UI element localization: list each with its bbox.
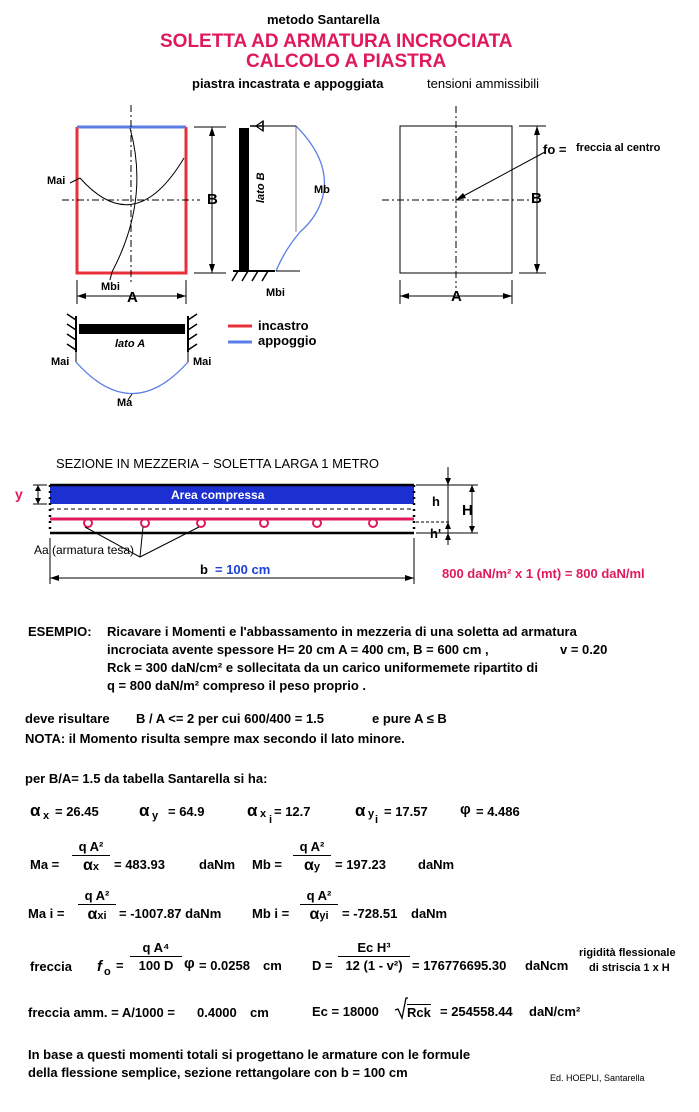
method-label: metodo Santarella bbox=[267, 12, 380, 27]
mb-label: Mb bbox=[314, 184, 330, 196]
mbi-formula-label: Mb i = bbox=[252, 906, 290, 921]
credit: Ed. HOEPLI, Santarella bbox=[550, 1073, 645, 1083]
alpha-symbol: α bbox=[83, 857, 93, 874]
d-formula-label: D = bbox=[312, 958, 333, 973]
phi-symbol: φ bbox=[460, 801, 471, 818]
alpha-yi-sub: y bbox=[368, 808, 375, 820]
alpha-xi-sub: x bbox=[260, 808, 267, 820]
fo-fraction bbox=[130, 940, 182, 973]
alpha-yi-symbol: α bbox=[355, 801, 366, 820]
alpha-x-sub: x bbox=[43, 810, 50, 822]
sub-i: i bbox=[325, 910, 329, 922]
mai-label: Mai bbox=[47, 175, 66, 187]
mbi-fraction bbox=[300, 888, 338, 924]
footer-line-1: In base a questi momenti totali si progettano le armature con le formule bbox=[28, 1047, 471, 1062]
fo-unit: cm bbox=[263, 958, 282, 973]
ma-label: Ma bbox=[117, 397, 133, 409]
deve-risultare: deve risultare bbox=[25, 711, 110, 726]
alpha-symbol: α bbox=[304, 857, 314, 874]
a-dimension-label: A bbox=[127, 289, 138, 306]
subtitle-plate: piastra incastrata e appoggiata bbox=[192, 76, 384, 91]
alpha-symbol: α bbox=[309, 906, 320, 923]
mb-numerator: q A² bbox=[293, 839, 331, 856]
beam-side-b bbox=[232, 121, 324, 281]
mbi-label: Mbi bbox=[101, 281, 120, 293]
plate-right bbox=[382, 106, 546, 304]
fo-symbol: f bbox=[97, 958, 102, 975]
ma-fraction bbox=[72, 839, 110, 875]
alpha-xi-value: = 12.7 bbox=[274, 804, 311, 819]
ma-denominator bbox=[72, 856, 110, 875]
page-title: SOLETTA AD ARMATURA INCROCIATA bbox=[160, 31, 513, 52]
mbi-denominator bbox=[300, 905, 338, 924]
b-value: = 100 cm bbox=[215, 562, 271, 577]
d-value: = 176776695.30 bbox=[412, 958, 507, 973]
freccia-ammissibile: freccia amm. = A/1000 = bbox=[28, 1005, 175, 1020]
fo-value: = 0.0258 bbox=[199, 958, 250, 973]
alpha-symbol: α bbox=[87, 906, 98, 923]
fo-label: fo = bbox=[543, 142, 567, 157]
rigidity-line-2: di striscia 1 x H bbox=[589, 962, 670, 974]
mbi-unit: daNm bbox=[411, 906, 448, 921]
ma-unit: daNm bbox=[199, 857, 236, 872]
sub-x: x bbox=[92, 861, 99, 873]
mb-formula-label: Mb = bbox=[252, 857, 282, 872]
y-label: y bbox=[15, 486, 23, 502]
mai-label-a-left: Mai bbox=[51, 356, 70, 368]
mai-label-a-right: Mai bbox=[193, 356, 212, 368]
example-line-1: Ricavare i Momenti e l'abbassamento in mezzeria di una soletta ad armatura bbox=[107, 624, 577, 639]
phi-value: = 4.486 bbox=[476, 804, 520, 819]
d-denominator: 12 (1 - v²) bbox=[345, 958, 403, 973]
ec-value: = 254558.44 bbox=[440, 1004, 513, 1019]
h-prime-label: h' bbox=[430, 526, 442, 541]
fo-phi: φ bbox=[184, 955, 195, 972]
lato-a-label: lato A bbox=[115, 338, 146, 350]
mbi-numerator: q A² bbox=[300, 888, 338, 905]
plate-left bbox=[62, 105, 226, 304]
rigidity-line-1: rigidità flessionale bbox=[579, 947, 676, 959]
ec-formula-label: Ec = 18000 bbox=[312, 1004, 379, 1019]
fo-denominator: 100 D bbox=[138, 958, 174, 973]
mai-value: = -1007.87 daNm bbox=[119, 906, 222, 921]
section-title: SEZIONE IN MEZZERIA − SOLETTA LARGA 1 METRO bbox=[56, 456, 380, 471]
legend-incastro: incastro bbox=[258, 318, 309, 333]
ec-unit: daN/cm² bbox=[529, 1004, 581, 1019]
freccia-ammissibile-unit: cm bbox=[250, 1005, 269, 1020]
sub-i: i bbox=[103, 910, 107, 922]
load-text: 800 daN/m² x 1 (mt) = 800 daN/ml bbox=[442, 566, 645, 581]
alpha-y-symbol: α bbox=[139, 801, 150, 820]
b-dimension-label: B bbox=[207, 191, 218, 208]
mb-unit: daNm bbox=[418, 857, 455, 872]
fo-subscript: o bbox=[104, 966, 111, 978]
d-unit: daNcm bbox=[525, 958, 569, 973]
alpha-xi-sub-i: i bbox=[269, 814, 273, 826]
mb-fraction bbox=[293, 839, 331, 875]
example-line-4: q = 800 daN/m² compreso il peso proprio . bbox=[107, 678, 366, 693]
h-label: h bbox=[432, 494, 440, 509]
mai-formula-label: Ma i = bbox=[28, 906, 65, 921]
aa-label: Aa (armatura tesa) bbox=[34, 543, 135, 557]
example-line-2: incrociata avente spessore H= 20 cm A = 400 cm, B = 600 cm , bbox=[107, 642, 489, 657]
a-dimension-label-right: A bbox=[451, 288, 462, 305]
ma-numerator: q A² bbox=[72, 839, 110, 856]
page-title-2: CALCOLO A PIASTRA bbox=[246, 51, 447, 72]
mb-value: = 197.23 bbox=[335, 857, 386, 872]
alpha-y-sub: y bbox=[152, 810, 159, 822]
fo-description: freccia al centro bbox=[576, 142, 661, 154]
tabella-line: per B/A= 1.5 da tabella Santarella si ha: bbox=[25, 771, 268, 786]
mai-fraction bbox=[78, 888, 116, 924]
sub-x: x bbox=[97, 910, 104, 922]
alpha-x-value: = 26.45 bbox=[55, 804, 99, 819]
footer-line-2: della flessione semplice, sezione rettangolare con b = 100 cm bbox=[28, 1065, 408, 1080]
subtitle-method: tensioni ammissibili bbox=[427, 76, 539, 91]
sub-y: y bbox=[319, 910, 326, 922]
d-fraction bbox=[338, 940, 410, 973]
alpha-y-value: = 64.9 bbox=[168, 804, 205, 819]
alpha-xi-symbol: α bbox=[247, 801, 258, 820]
mb-denominator bbox=[293, 856, 331, 875]
legend-appoggio: appoggio bbox=[258, 333, 317, 348]
ratio-condition: B / A <= 2 per cui 600/400 = 1.5 bbox=[136, 711, 325, 726]
ma-formula-label: Ma = bbox=[30, 857, 60, 872]
H-label: H bbox=[462, 502, 473, 519]
area-compressa-label: Area compressa bbox=[171, 488, 265, 502]
rck-under-root: Rck bbox=[407, 1005, 431, 1020]
mai-denominator bbox=[78, 905, 116, 924]
example-poisson: v = 0.20 bbox=[560, 642, 608, 657]
mai-numerator: q A² bbox=[78, 888, 116, 905]
lato-b-label: lato B bbox=[255, 172, 267, 203]
b-label: b bbox=[200, 562, 208, 577]
freccia-ammissibile-value: 0.4000 bbox=[197, 1005, 237, 1020]
b-dimension-label-right: B bbox=[531, 190, 542, 207]
fo-numerator: q A⁴ bbox=[130, 940, 182, 957]
fo-equals: = bbox=[116, 958, 124, 973]
example-line-3: Rck = 300 daN/cm² e sollecitata da un carico uniformemete ripartito di bbox=[107, 660, 538, 675]
alpha-yi-sub-i: i bbox=[375, 814, 379, 826]
ma-value: = 483.93 bbox=[114, 857, 165, 872]
alpha-x-symbol: α bbox=[30, 801, 41, 820]
alpha-yi-value: = 17.57 bbox=[384, 804, 428, 819]
mbi-label-b: Mbi bbox=[266, 287, 285, 299]
nota: NOTA: il Momento risulta sempre max secondo il lato minore. bbox=[25, 731, 405, 746]
a-le-b: e pure A ≤ B bbox=[372, 711, 447, 726]
sqrt-sign bbox=[394, 996, 408, 1020]
mbi-value: = -728.51 bbox=[342, 906, 398, 921]
example-label: ESEMPIO: bbox=[28, 624, 92, 639]
d-numerator: Ec H³ bbox=[338, 940, 410, 957]
beam-side-a bbox=[67, 314, 197, 400]
sub-y: y bbox=[313, 861, 320, 873]
freccia-label: freccia bbox=[30, 959, 72, 974]
